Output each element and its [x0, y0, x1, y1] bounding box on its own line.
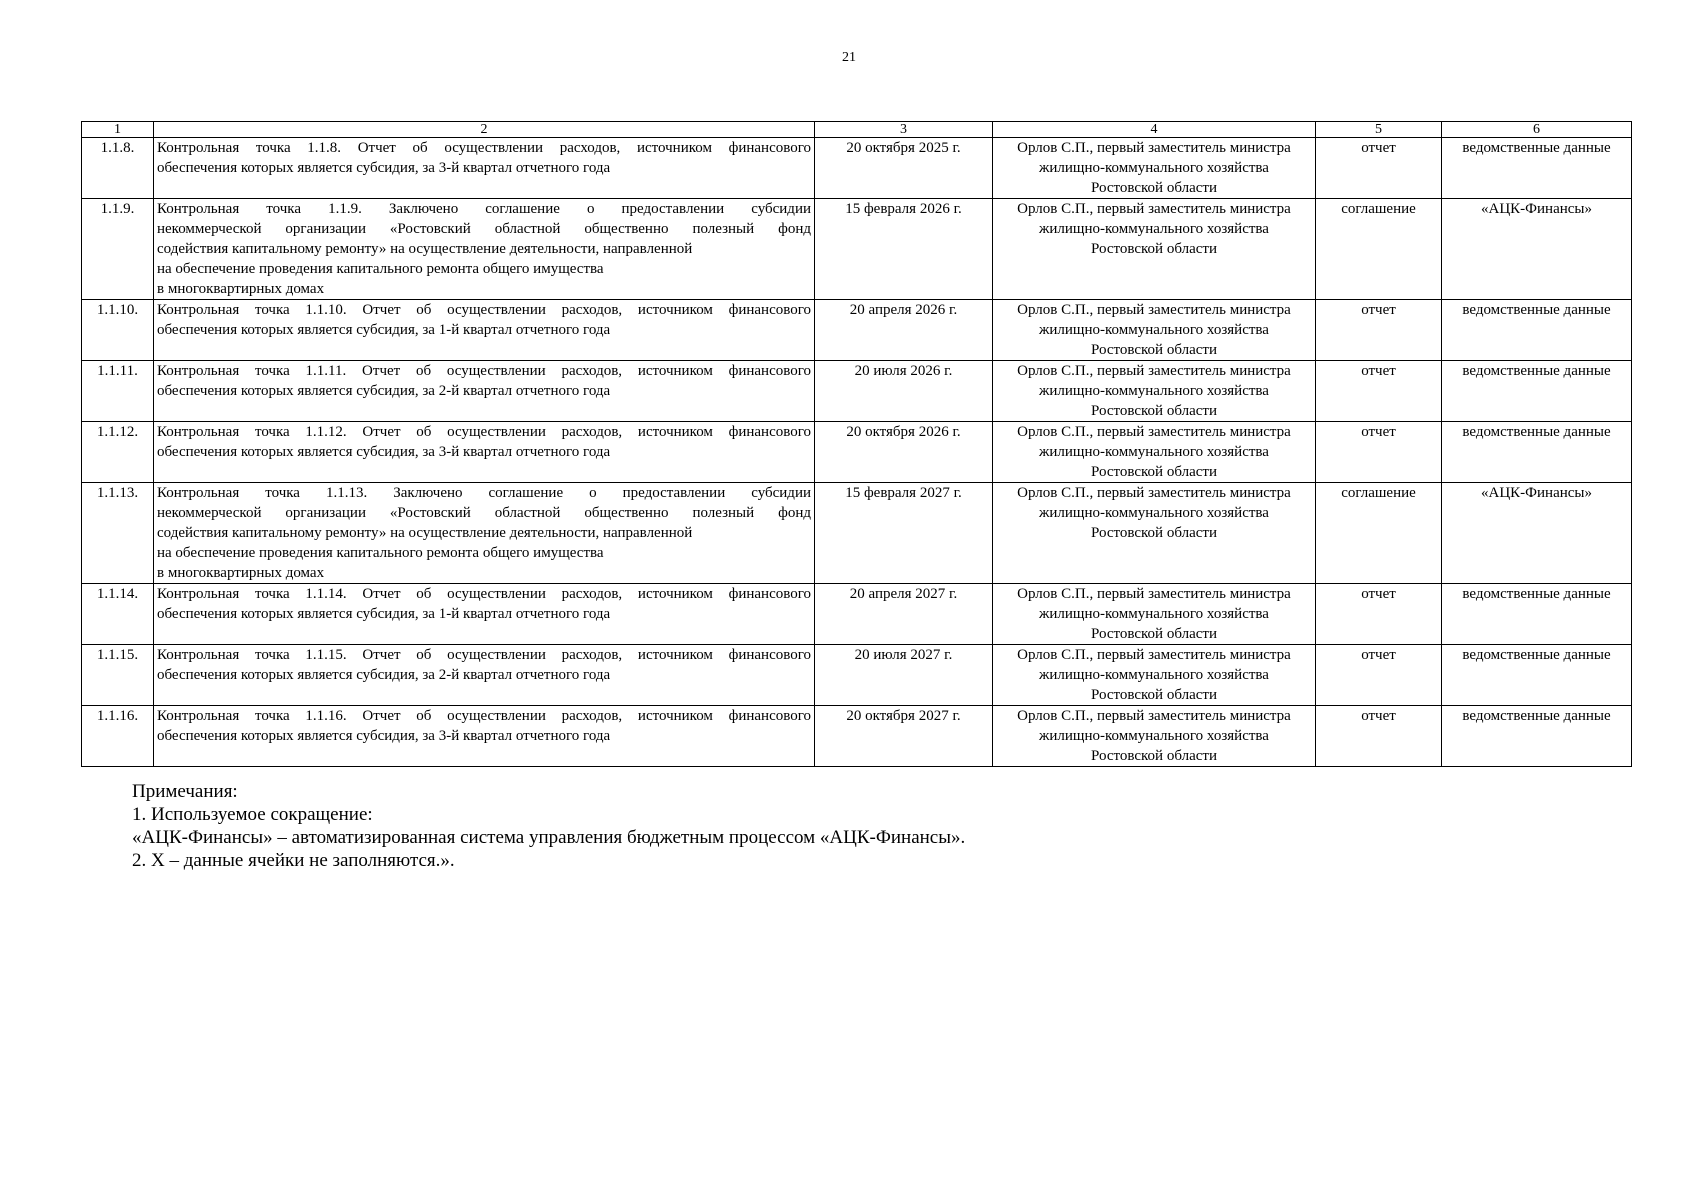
- page-number: 21: [842, 50, 856, 65]
- responsible-cell: [993, 422, 1316, 483]
- row-number-cell: 1.1.8.: [82, 138, 154, 199]
- responsible-cell: [993, 199, 1316, 300]
- responsible-line: Орлов С.П., первый заместитель министра: [1017, 201, 1291, 217]
- description-line: обеспечения которых является субсидия, за 1-й квартал отчетного года: [157, 322, 611, 338]
- information-source-cell: ведомственные данные: [1442, 138, 1632, 199]
- responsible-line: Орлов С.П., первый заместитель министра: [1017, 708, 1291, 724]
- description-cell: [154, 645, 815, 706]
- description-line: обеспечения которых является субсидия, за 2-й квартал отчетного года: [157, 383, 611, 399]
- responsible-line: жилищно-коммунального хозяйства: [1039, 505, 1269, 521]
- information-source-cell: ведомственные данные: [1442, 706, 1632, 767]
- control-points-table-container: [81, 121, 1631, 767]
- responsible-line: Орлов С.П., первый заместитель министра: [1017, 647, 1291, 663]
- header-col-1: 1: [82, 122, 154, 138]
- description-line: Контрольная точка 1.1.8. Отчет об осуществлении расходов, источником финансового: [157, 140, 811, 156]
- responsible-cell: [993, 138, 1316, 199]
- description-line: некоммерческой организации «Ростовский областной общественно полезный фонд: [157, 221, 811, 237]
- document-type-cell: соглашение: [1316, 483, 1442, 584]
- header-col-6: 6: [1442, 122, 1632, 138]
- document-type-cell: отчет: [1316, 422, 1442, 483]
- responsible-line: Ростовской области: [1091, 525, 1217, 541]
- responsible-line: Ростовской области: [1091, 626, 1217, 642]
- description-line: на обеспечение проведения капитального ремонта общего имущества: [157, 545, 604, 561]
- responsible-line: жилищно-коммунального хозяйства: [1039, 160, 1269, 176]
- table-row: [82, 483, 1632, 584]
- description-line: на обеспечение проведения капитального ремонта общего имущества: [157, 261, 604, 277]
- responsible-cell: [993, 483, 1316, 584]
- information-source-cell: «АЦК-Финансы»: [1442, 483, 1632, 584]
- header-col-3: 3: [815, 122, 993, 138]
- notes-title: Примечания:: [132, 781, 238, 802]
- deadline-cell: 20 октября 2027 г.: [815, 706, 993, 767]
- deadline-cell: 20 апреля 2026 г.: [815, 300, 993, 361]
- information-source-cell: «АЦК-Финансы»: [1442, 199, 1632, 300]
- row-number-cell: 1.1.16.: [82, 706, 154, 767]
- header-col-4: 4: [993, 122, 1316, 138]
- deadline-cell: 20 апреля 2027 г.: [815, 584, 993, 645]
- description-cell: [154, 422, 815, 483]
- document-type-cell: соглашение: [1316, 199, 1442, 300]
- control-points-table: [81, 121, 1632, 767]
- responsible-line: жилищно-коммунального хозяйства: [1039, 606, 1269, 622]
- description-cell: [154, 483, 815, 584]
- responsible-line: Орлов С.П., первый заместитель министра: [1017, 302, 1291, 318]
- responsible-cell: [993, 706, 1316, 767]
- description-line: в многоквартирных домах: [157, 565, 325, 581]
- information-source-cell: ведомственные данные: [1442, 422, 1632, 483]
- table-row: [82, 422, 1632, 483]
- header-col-5: 5: [1316, 122, 1442, 138]
- responsible-line: Орлов С.П., первый заместитель министра: [1017, 424, 1291, 440]
- table-row: [82, 361, 1632, 422]
- responsible-line: Орлов С.П., первый заместитель министра: [1017, 140, 1291, 156]
- responsible-line: Ростовской области: [1091, 180, 1217, 196]
- description-cell: [154, 361, 815, 422]
- responsible-cell: [993, 584, 1316, 645]
- description-line: Контрольная точка 1.1.15. Отчет об осуществлении расходов, источником финансового: [157, 647, 811, 663]
- responsible-line: Ростовской области: [1091, 687, 1217, 703]
- row-number-cell: 1.1.12.: [82, 422, 154, 483]
- description-line: содействия капитальному ремонту» на осуществление деятельности, направленной: [157, 525, 693, 541]
- table-row: [82, 645, 1632, 706]
- document-type-cell: отчет: [1316, 584, 1442, 645]
- description-line: обеспечения которых является субсидия, за 2-й квартал отчетного года: [157, 667, 611, 683]
- description-line: Контрольная точка 1.1.12. Отчет об осуществлении расходов, источником финансового: [157, 424, 811, 440]
- description-line: Контрольная точка 1.1.10. Отчет об осуществлении расходов, источником финансового: [157, 302, 811, 318]
- responsible-line: Ростовской области: [1091, 342, 1217, 358]
- information-source-cell: ведомственные данные: [1442, 645, 1632, 706]
- responsible-line: жилищно-коммунального хозяйства: [1039, 322, 1269, 338]
- responsible-line: жилищно-коммунального хозяйства: [1039, 221, 1269, 237]
- row-number-cell: 1.1.11.: [82, 361, 154, 422]
- responsible-cell: [993, 645, 1316, 706]
- row-number-cell: 1.1.15.: [82, 645, 154, 706]
- description-line: Контрольная точка 1.1.14. Отчет об осуществлении расходов, источником финансового: [157, 586, 811, 602]
- deadline-cell: 20 октября 2026 г.: [815, 422, 993, 483]
- responsible-line: Орлов С.П., первый заместитель министра: [1017, 485, 1291, 501]
- description-cell: [154, 584, 815, 645]
- table-row: [82, 138, 1632, 199]
- description-cell: [154, 300, 815, 361]
- table-row: [82, 300, 1632, 361]
- responsible-line: жилищно-коммунального хозяйства: [1039, 383, 1269, 399]
- responsible-line: Ростовской области: [1091, 403, 1217, 419]
- description-line: обеспечения которых является субсидия, за 3-й квартал отчетного года: [157, 728, 611, 744]
- deadline-cell: 20 октября 2025 г.: [815, 138, 993, 199]
- information-source-cell: ведомственные данные: [1442, 361, 1632, 422]
- information-source-cell: ведомственные данные: [1442, 584, 1632, 645]
- document-type-cell: отчет: [1316, 706, 1442, 767]
- responsible-line: Ростовской области: [1091, 464, 1217, 480]
- deadline-cell: 20 июля 2026 г.: [815, 361, 993, 422]
- description-line: в многоквартирных домах: [157, 281, 325, 297]
- document-type-cell: отчет: [1316, 138, 1442, 199]
- description-line: Контрольная точка 1.1.13. Заключено соглашение о предоставлении субсидии: [157, 485, 811, 501]
- note-item-1-detail: «АЦК-Финансы» – автоматизированная система управления бюджетным процессом «АЦК-Финансы».: [132, 827, 966, 848]
- description-cell: [154, 199, 815, 300]
- note-item-1: 1. Используемое сокращение:: [132, 804, 373, 825]
- document-type-cell: отчет: [1316, 645, 1442, 706]
- table-row: [82, 584, 1632, 645]
- responsible-cell: [993, 300, 1316, 361]
- table-header-row: [82, 122, 1632, 138]
- row-number-cell: 1.1.13.: [82, 483, 154, 584]
- description-line: обеспечения которых является субсидия, за 3-й квартал отчетного года: [157, 444, 611, 460]
- description-line: Контрольная точка 1.1.11. Отчет об осуществлении расходов, источником финансового: [157, 363, 811, 379]
- row-number-cell: 1.1.10.: [82, 300, 154, 361]
- table-row: [82, 199, 1632, 300]
- responsible-line: жилищно-коммунального хозяйства: [1039, 728, 1269, 744]
- responsible-line: Орлов С.П., первый заместитель министра: [1017, 363, 1291, 379]
- description-line: содействия капитальному ремонту» на осуществление деятельности, направленной: [157, 241, 693, 257]
- deadline-cell: 20 июля 2027 г.: [815, 645, 993, 706]
- responsible-cell: [993, 361, 1316, 422]
- description-line: Контрольная точка 1.1.9. Заключено соглашение о предоставлении субсидии: [157, 201, 811, 217]
- description-cell: [154, 706, 815, 767]
- description-line: Контрольная точка 1.1.16. Отчет об осуществлении расходов, источником финансового: [157, 708, 811, 724]
- responsible-line: Орлов С.П., первый заместитель министра: [1017, 586, 1291, 602]
- row-number-cell: 1.1.9.: [82, 199, 154, 300]
- responsible-line: жилищно-коммунального хозяйства: [1039, 444, 1269, 460]
- information-source-cell: ведомственные данные: [1442, 300, 1632, 361]
- description-cell: [154, 138, 815, 199]
- responsible-line: Ростовской области: [1091, 241, 1217, 257]
- responsible-line: Ростовской области: [1091, 748, 1217, 764]
- table-row: [82, 706, 1632, 767]
- description-line: обеспечения которых является субсидия, за 3-й квартал отчетного года: [157, 160, 611, 176]
- deadline-cell: 15 февраля 2027 г.: [815, 483, 993, 584]
- table-body: [82, 138, 1632, 767]
- description-line: некоммерческой организации «Ростовский областной общественно полезный фонд: [157, 505, 811, 521]
- deadline-cell: 15 февраля 2026 г.: [815, 199, 993, 300]
- description-line: обеспечения которых является субсидия, за 1-й квартал отчетного года: [157, 606, 611, 622]
- document-type-cell: отчет: [1316, 300, 1442, 361]
- note-item-2: 2. X – данные ячейки не заполняются.».: [132, 850, 455, 871]
- responsible-line: жилищно-коммунального хозяйства: [1039, 667, 1269, 683]
- header-col-2: 2: [154, 122, 815, 138]
- notes-section: [132, 780, 965, 872]
- row-number-cell: 1.1.14.: [82, 584, 154, 645]
- document-type-cell: отчет: [1316, 361, 1442, 422]
